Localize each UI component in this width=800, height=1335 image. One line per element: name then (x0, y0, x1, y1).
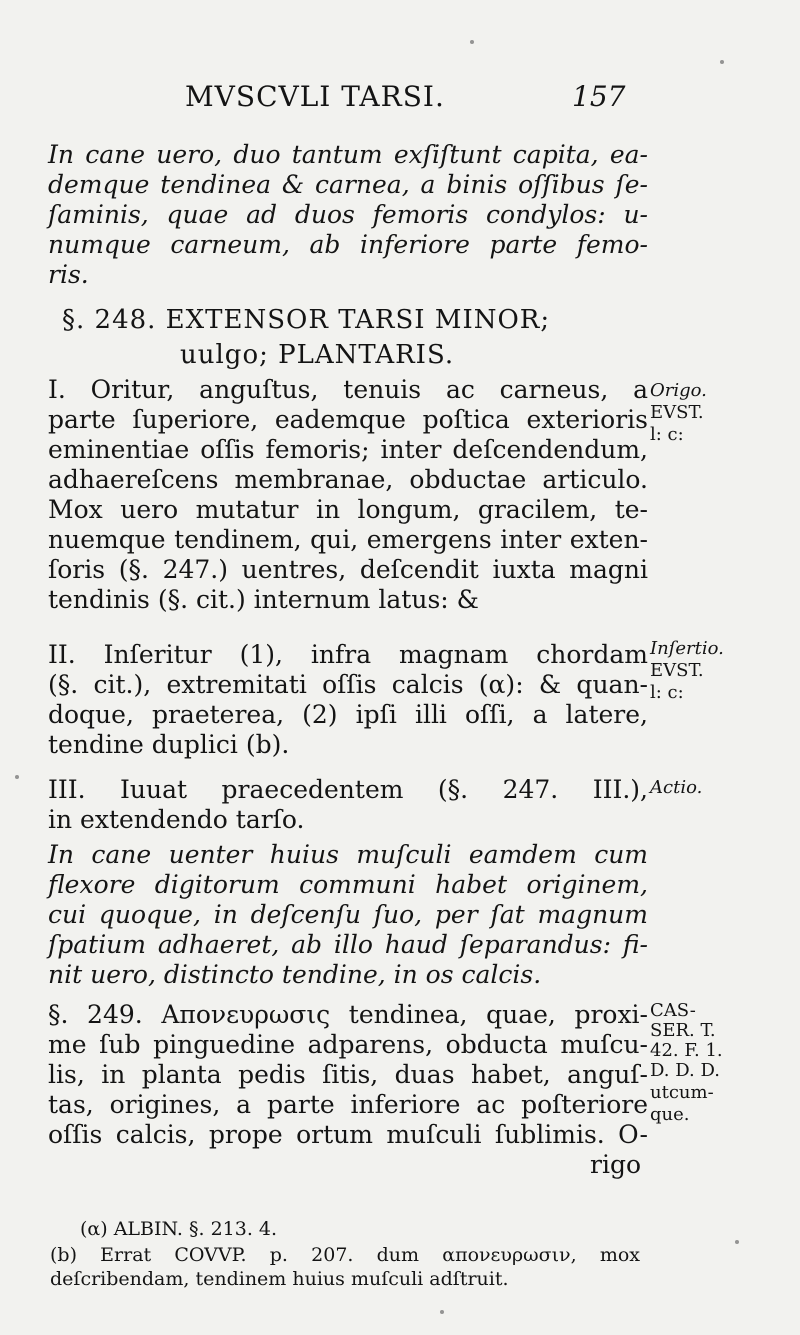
body-line: me ſub pinguedine adparens, obducta muſcu- (48, 1030, 648, 1059)
body-line: In cane uenter huius muſculi eamdem cum (48, 840, 648, 869)
body-line: ſoris (§. 247.) uentres, deſcendit iuxta magni (48, 555, 648, 584)
margin-note: D. D. D. (650, 1060, 720, 1081)
body-line: parte ſuperiore, eademque poſtica exterioris (48, 405, 648, 434)
margin-note: l: c: (650, 424, 684, 445)
body-line: eminentiae oſſis femoris; inter deſcendendum, (48, 435, 648, 464)
body-line: III. Iuuat praecedentem (§. 247. III.), (48, 775, 648, 804)
footnote: (α) ALBIN. §. 213. 4. (80, 1218, 278, 1240)
margin-note: Origo. (650, 380, 707, 401)
margin-note: EVST. (650, 402, 704, 423)
page-number: 157 (572, 80, 626, 113)
margin-note: EVST. (650, 660, 704, 681)
body-line: tas, origines, a parte inferiore ac poſteriore (48, 1090, 648, 1119)
body-line: ſaminis, quae ad duos femoris condylos: u- (48, 200, 648, 229)
body-line: nuemque tendinem, qui, emergens inter exten- (48, 525, 648, 554)
body-line: §. 248. EXTENSOR TARSI MINOR; (62, 305, 551, 335)
margin-note: que. (650, 1104, 690, 1125)
body-line: demque tendinea & carnea, a binis oſſibus ſe- (48, 170, 648, 199)
body-line: numque carneum, ab inferiore parte femo- (48, 230, 648, 259)
body-line: nit uero, distincto tendine, in os calcis. (48, 960, 542, 989)
running-title: MVSCVLI TARSI. (185, 80, 445, 113)
body-line: oſſis calcis, prope ortum muſculi ſublimis. O- (48, 1120, 648, 1149)
body-line: rigo (590, 1150, 642, 1179)
footnote: deſcribendam, tendinem huius muſculi adſtruit. (50, 1268, 509, 1290)
body-line: In cane uero, duo tantum exſiſtunt capita, ea- (48, 140, 648, 169)
margin-note: 42. F. 1. (650, 1040, 723, 1061)
body-line: cui quoque, in deſcenſu ſuo, per ſat magnum (48, 900, 648, 929)
body-line: tendine duplici (b). (48, 730, 290, 759)
body-line: ris. (48, 260, 89, 289)
ink-speck (720, 60, 724, 64)
body-line: Mox uero mutatur in longum, gracilem, te- (48, 495, 648, 524)
body-line: lis, in planta pedis ſitis, duas habet, anguſ- (48, 1060, 648, 1089)
ink-speck (735, 1240, 739, 1244)
margin-note: Inſertio. (650, 638, 724, 659)
margin-note: SER. T. (650, 1020, 716, 1041)
body-line: in extendendo tarſo. (48, 805, 305, 834)
body-line: adhaereſcens membranae, obductae articulo. (48, 465, 648, 494)
ink-speck (470, 40, 474, 44)
margin-note: CAS- (650, 1000, 696, 1021)
body-line: flexore digitorum communi habet originem, (48, 870, 648, 899)
margin-note: utcum- (650, 1082, 714, 1103)
body-line: ſpatium adhaeret, ab illo haud ſeparandus: fi- (48, 930, 648, 959)
body-line: tendinis (§. cit.) internum latus: & (48, 585, 479, 614)
body-line: I. Oritur, anguſtus, tenuis ac carneus, a (48, 375, 648, 404)
body-line: II. Inſeritur (1), infra magnam chordam (48, 640, 648, 669)
body-line: §. 249. Απονευρωσις tendinea, quae, proxi- (48, 1000, 648, 1029)
ink-speck (440, 1310, 444, 1314)
body-line: doque, praeterea, (2) ipſi illi oſſi, a latere, (48, 700, 648, 729)
body-line: (§. cit.), extremitati oſſis calcis (α): & quan- (48, 670, 648, 699)
body-line: uulgo; PLANTARIS. (180, 340, 455, 370)
margin-note: Actio. (650, 777, 703, 798)
ink-speck (15, 775, 19, 779)
footnote: (b) Errat COVVP. p. 207. dum απονευρωσιν, mox (50, 1244, 640, 1266)
margin-note: l: c: (650, 682, 684, 703)
